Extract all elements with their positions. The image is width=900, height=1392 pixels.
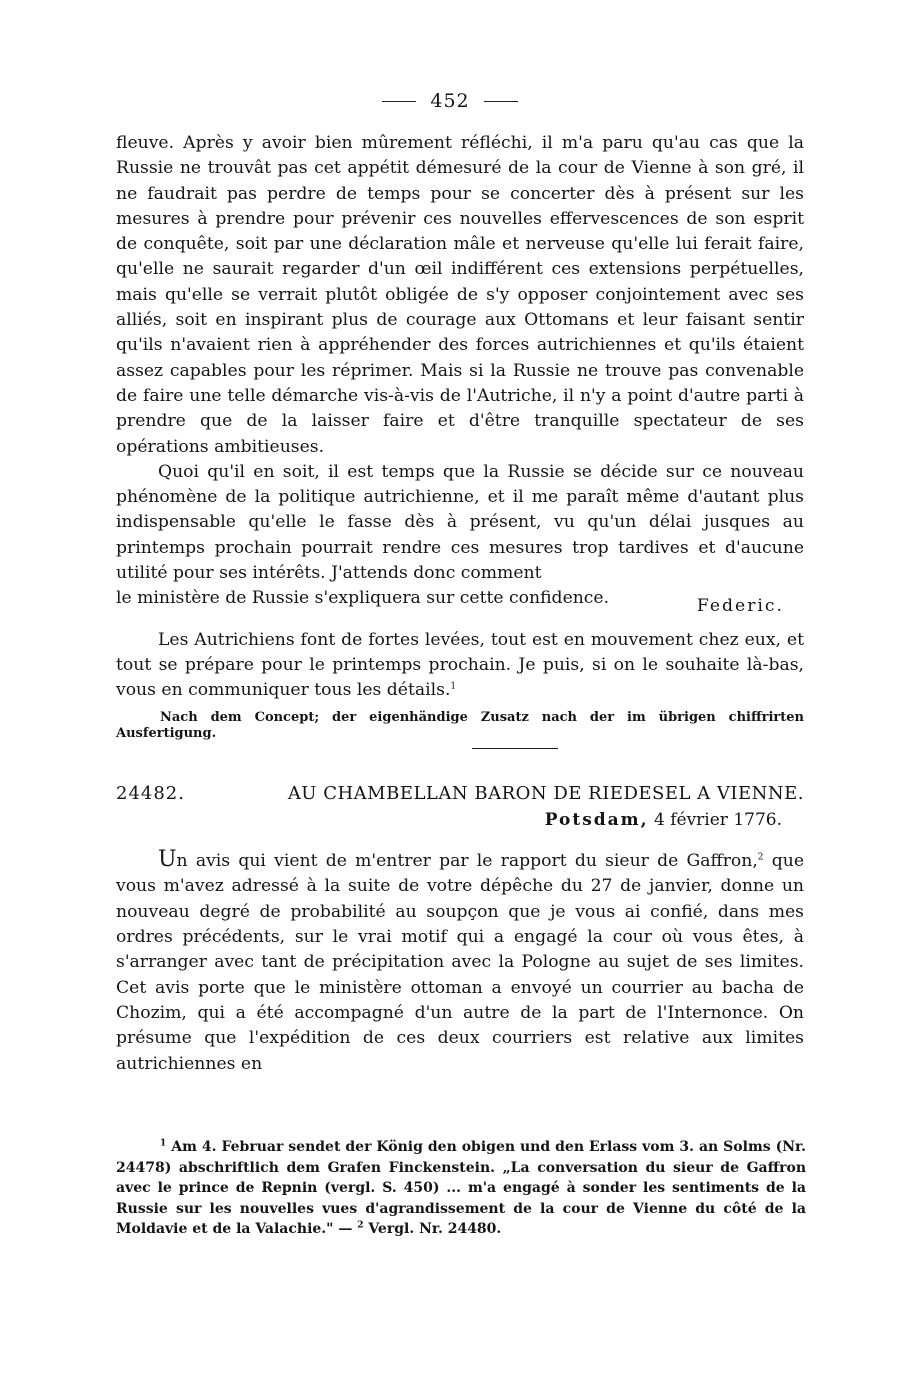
postscript-text: Les Autrichiens font de fortes levées, tout est en mouvement chez eux, et tout se prépare pour le printemps prochain. Je puis, si on le souhaite là-bas, vous en communiquer tous les détails. [116,629,804,701]
letter-text [116,847,804,1077]
letter-text-a: n avis qui vient de m'entrer par le rapport du sieur de Gaffron, [176,851,758,872]
date: 4 février 1776. [654,809,782,830]
footnote-ref-1: 1 [450,681,457,692]
signature: Federic. [696,596,784,617]
document-heading [116,781,804,806]
place-date [116,808,782,833]
document-number: 24482. [116,782,185,804]
letter-text-b: que vous m'avez adressé à la suite de votre dépêche du 27 de janvier, donne un nouveau degré de probabilité au soupçon que je vous ai confié, dans mes ordres précédents, sur le vrai motif qui a engagé la cour où vous êtes, à s'arranger avec tant de précipitation avec la Pologne au sujet de ses limites. Cet avis porte que le ministère ottoman a envoyé un courrier au bacha de Chozim, qui a été accompagné d'un autre de la part de l'Internonce. On présume que l'expédition de ces deux courriers est relative aux limites autrichiennes en [116,851,804,1074]
document-title: AU CHAMBELLAN BARON DE RIEDESEL A VIENNE. [287,782,804,804]
closing-row [116,586,804,619]
section-separator [472,748,558,749]
header-dash-left [382,101,416,102]
paragraph-closing-line: le ministère de Russie s'expliquera sur cette confidence. [116,588,610,609]
source-note: Nach dem Concept; der eigenhändige Zusatz nach der im übrigen chiffrirten Ausfertigung. [116,709,804,741]
letter-initial: U [158,847,177,873]
footnote-ref-2: 2 [757,852,764,863]
page-number: 452 [430,90,470,112]
page-header [0,88,900,114]
place: Potsdam, [544,809,649,830]
paragraph-continuation: fleuve. Après y avoir bien mûrement réfléchi, il m'a paru qu'au cas que la Russie ne trouvât pas cet appétit démesuré de la cour de Vienne à son gré, il ne faudrait pas perdre de temps pour se concerter dès à présent sur les mesures à prendre pour prévenir ces nouvelles effervescences de son esprit de conquête, soit par une déclaration mâle et nerveuse qu'elle lui ferait faire, qu'elle ne saurait regarder d'un œil indifférent ces extensions perpétuelles, mais qu'elle se verrait plutôt obligée de s'y opposer conjointement avec ses alliés, soit en inspirant plus de courage aux Ottomans et leur faisant sentir qu'ils n'avaient rien à appréhender des forces autrichiennes et qu'ils étaient assez capables pour les réprimer. Mais si la Russie ne trouve pas convenable de faire une telle démarche vis-à-vis de l'Autriche, il n'y a point d'autre parti à prendre que de la laisser faire et d'être tranquille spectateur de ses opérations ambitieuses. [116,133,804,457]
paragraph-postscript [116,628,804,704]
footnote-text [116,1137,806,1240]
footnotes [116,1137,806,1240]
footnote-mark-1: 1 [160,1138,167,1149]
header-dash-right [484,101,518,102]
footnote-1-text: Am 4. Februar sendet der König den obigen und den Erlass vom 3. an Solms (Nr. 24478) abschriftlich dem Grafen Finckenstein. „La conversation du sieur de Gaffron avec le prince de Repnin (vergl. S. 450) ... m'a engagé à sonder les sentiments de la Russie sur les nouvelles vues d'agrandissement de la cour de Vienne du côté de la Moldavie et de la Valachie." — [116,1139,806,1238]
footnote-mark-2: 2 [357,1220,364,1231]
paragraph-quoi-qu-il: Quoi qu'il en soit, il est temps que la Russie se décide sur ce nouveau phénomène de la politique autrichienne, et il me paraît même d'autant plus indispensable qu'elle le fasse dès à présent, vu qu'un délai jusques au printemps prochain pourrait rendre ces mesures trop tardives et d'aucune utilité pour ses intérêts. J'attends donc comment [116,461,804,584]
footnote-2-text: Vergl. Nr. 24480. [363,1221,502,1238]
main-text [116,131,804,1077]
